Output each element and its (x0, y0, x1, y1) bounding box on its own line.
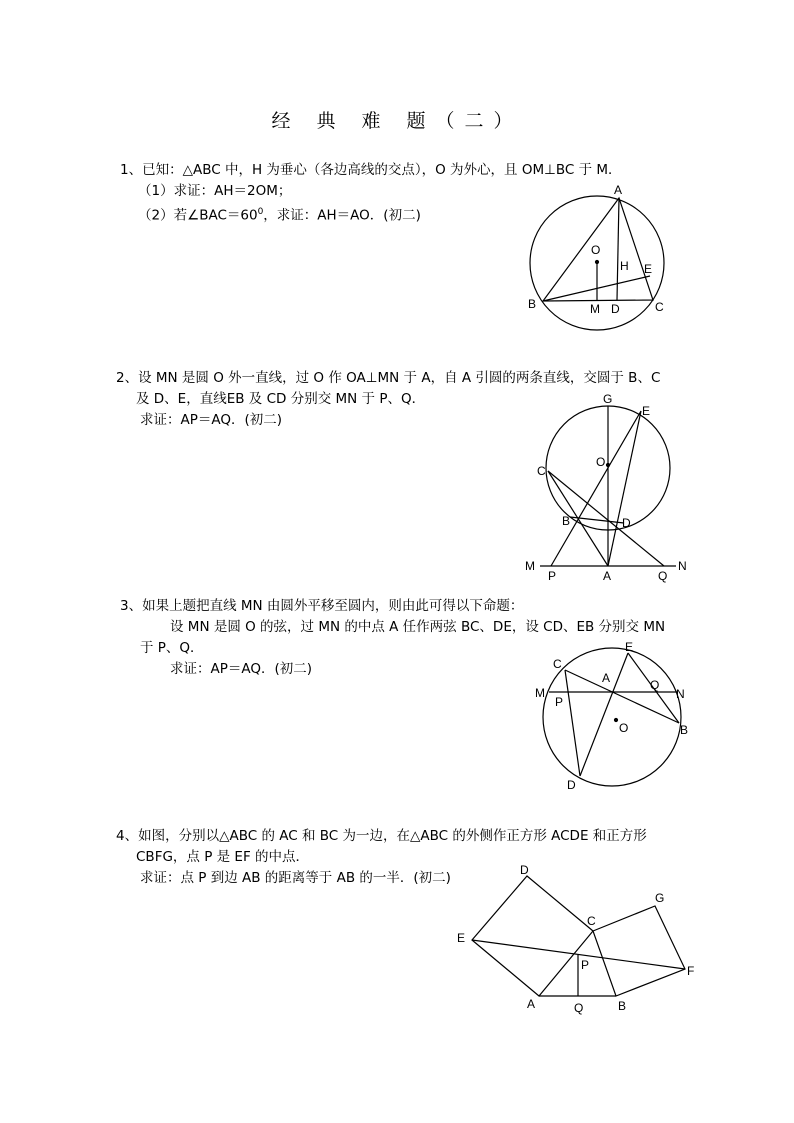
label-b: B (528, 297, 537, 311)
label-p: P (548, 569, 557, 583)
label-e: E (457, 931, 466, 945)
label-c: C (655, 300, 664, 314)
problem-1-line-2: （1）求证：AH＝2OM； (138, 183, 292, 199)
chord-cb (565, 670, 679, 723)
label-g: G (655, 891, 665, 905)
label-h: H (620, 259, 629, 273)
label-e: E (625, 640, 634, 654)
problem-4-line-1: 4、如图，分别以△ABC 的 AC 和 BC 为一边，在△ABC 的外侧作正方形 ACDE 和正方形 (116, 828, 647, 844)
line-cd (565, 670, 580, 776)
label-d: D (567, 778, 576, 792)
label-e: E (644, 262, 653, 276)
label-q: Q (574, 1001, 584, 1015)
label-d: D (622, 516, 631, 530)
problem-3-line-3: 于 P、Q． (140, 640, 204, 656)
center-dot (596, 261, 599, 264)
label-c: C (537, 464, 546, 478)
label-c: C (587, 914, 596, 928)
figure-3 (535, 640, 688, 792)
label-a: A (602, 671, 611, 685)
label-o: O (619, 721, 629, 735)
problem-2-line-1: 2、设 MN 是圆 O 外一直线，过 O 作 OA⊥MN 于 A，自 A 引圆的两条直线，交圆于 B、C (116, 370, 661, 386)
problem-3-line-1: 3、如果上题把直线 MN 由圆外平移至圆内，则由此可得以下命题： (120, 598, 524, 614)
label-b: B (618, 999, 627, 1013)
circle-o (543, 648, 681, 786)
problem-3-line-2: 设 MN 是圆 O 的弦，过 MN 的中点 A 任作两弦 BC、DE，设 CD、EB 分别交 MN (170, 619, 666, 635)
label-f: F (687, 964, 695, 978)
figure-2 (525, 392, 687, 583)
problem-1-line-3: （2）若$\angle BAC=60^0$，求证：AH＝AO．(初二) (138, 207, 421, 224)
label-m: M (590, 302, 600, 316)
problem-1-line-1: 1、已知：△ABC 中，H 为垂心（各边高线的交点），O 为外心，且 OM⊥BC 于 M． (120, 162, 622, 178)
label-p: P (555, 695, 564, 709)
problem-2-line-2: 及 D、E，直线EB 及 CD 分别交 MN 于 P、Q． (136, 391, 426, 407)
label-b: B (562, 514, 571, 528)
label-a: A (603, 569, 612, 583)
problem-4-line-2: CBFG，点 P 是 EF 的中点． (136, 849, 310, 865)
label-n: N (676, 687, 685, 701)
square-cbfg (593, 906, 685, 996)
label-p: P (581, 958, 590, 972)
label-d: D (520, 863, 529, 877)
page-title: 经 典 难 题（二） (271, 110, 523, 132)
label-g: G (603, 392, 613, 406)
label-a: A (614, 183, 623, 197)
label-q: Q (650, 678, 660, 692)
label-o: O (596, 455, 606, 469)
square-acde (472, 876, 593, 996)
center-dot (615, 719, 618, 722)
label-q: Q (658, 569, 668, 583)
label-e: E (642, 404, 651, 418)
label-b: B (680, 723, 689, 737)
problem-2-line-3: 求证：AP＝AQ．(初二) (140, 412, 283, 428)
label-m: M (535, 686, 545, 700)
degree-superscript: 0 (257, 207, 264, 217)
figure-1 (528, 183, 664, 330)
label-n: N (678, 559, 687, 573)
altitude-ad (617, 198, 619, 300)
label-d: D (611, 302, 620, 316)
label-a: A (527, 997, 536, 1011)
center-dot (607, 464, 610, 467)
problem-3-line-4: 求证：AP＝AQ．(初二) (170, 661, 313, 677)
label-c: C (553, 657, 562, 671)
label-m: M (525, 559, 535, 573)
line-ep (551, 411, 641, 566)
label-o: O (591, 243, 601, 257)
problem-4-line-3: 求证：点 P 到边 AB 的距离等于 AB 的一半．(初二) (140, 870, 451, 886)
figure-4 (457, 863, 694, 1015)
